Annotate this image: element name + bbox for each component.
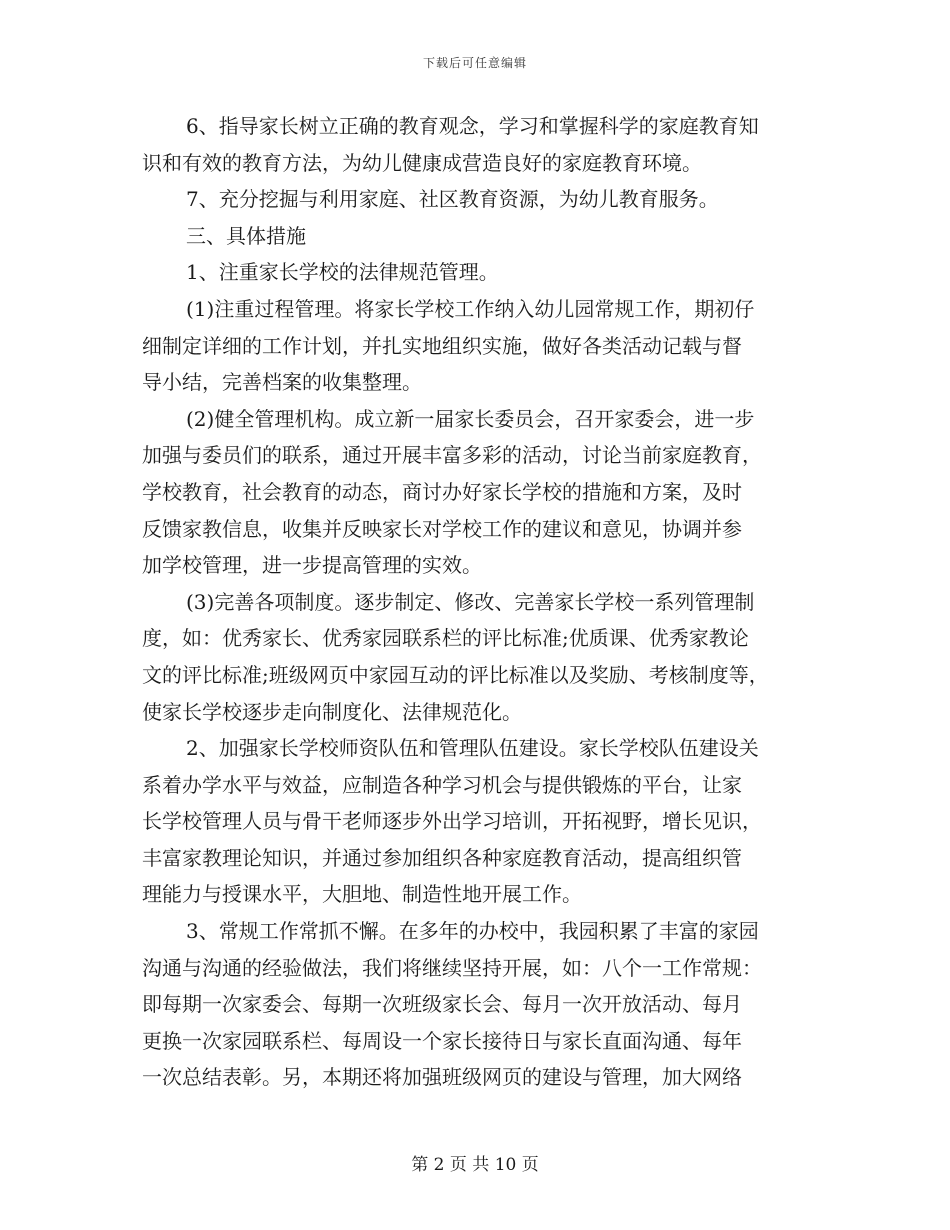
- text-line: 三、具体措施: [186, 223, 306, 248]
- text-line: 度，如：优秀家长、优秀家园联系栏的评比标准;优质课、优秀家教论: [142, 626, 749, 651]
- text-line: 反馈家教信息，收集并反映家长对学校工作的建议和意见，协调并参: [142, 516, 742, 541]
- text-line: 7、充分挖掘与利用家庭、社区教育资源，为幼儿教育服务。: [186, 187, 719, 212]
- text-line: 导小结，完善档案的收集整理。: [142, 370, 422, 395]
- text-line: 2、加强家长学校师资队伍和管理队伍建设。家长学校队伍建设关: [186, 736, 759, 761]
- text-line: 6、指导家长树立正确的教育观念，学习和掌握科学的家庭教育知: [186, 114, 759, 138]
- page-header: 下载后可任意编辑: [422, 56, 527, 70]
- text-line: 理能力与授课水平，大胆地、制造性地开展工作。: [142, 882, 582, 907]
- text-line: (1)注重过程管理。将家长学校工作纳入幼儿园常规工作，期初仔: [186, 296, 755, 321]
- text-line: 系着办学水平与效益，应制造各种学习机会与提供锻炼的平台，让家: [142, 772, 742, 797]
- text-line: (3)完善各项制度。逐步制定、修改、完善家长学校一系列管理制: [186, 589, 755, 614]
- text-line: 文的评比标准;班级网页中家园互动的评比标准以及奖励、考核制度等，: [142, 662, 769, 687]
- text-line: 一次总结表彰。另，本期还将加强班级网页的建设与管理，加大网络: [142, 1065, 742, 1090]
- text-line: 丰富家教理论知识，并通过参加组织各种家庭教育活动，提高组织管: [142, 845, 742, 870]
- text-line: 加学校管理，进一步提高管理的实效。: [142, 553, 482, 578]
- document-body: [142, 108, 812, 1096]
- text-line: 使家长学校逐步走向制度化、法律规范化。: [142, 699, 522, 724]
- text-line: 识和有效的教育方法，为幼儿健康成营造良好的家庭教育环境。: [142, 150, 702, 175]
- page-footer: 第 2 页 共 10 页: [411, 1155, 539, 1175]
- text-line: 沟通与沟通的经验做法，我们将继续坚持开展，如：八个一工作常规：: [142, 955, 762, 980]
- text-line: (2)健全管理机构。成立新一届家长委员会，召开家委会，进一步: [186, 406, 755, 431]
- text-line: 加强与委员们的联系，通过开展丰富多彩的活动，讨论当前家庭教育，: [142, 443, 762, 468]
- text-line: 长学校管理人员与骨干老师逐步外出学习培训，开拓视野，增长见识，: [142, 809, 762, 834]
- text-line: 更换一次家园联系栏、每周设一个家长接待日与家长直面沟通、每年: [142, 1028, 742, 1053]
- text-line: 1、注重家长学校的法律规范管理。: [186, 260, 499, 285]
- text-line: 3、常规工作常抓不懈。在多年的办校中，我园积累了丰富的家园: [186, 919, 759, 944]
- text-line: 学校教育，社会教育的动态，商讨办好家长学校的措施和方案，及时: [142, 479, 742, 504]
- text-line: 即每期一次家委会、每期一次班级家长会、每月一次开放活动、每月: [142, 992, 742, 1017]
- text-line: 细制定详细的工作计划，并扎实地组织实施，做好各类活动记载与督: [142, 333, 742, 358]
